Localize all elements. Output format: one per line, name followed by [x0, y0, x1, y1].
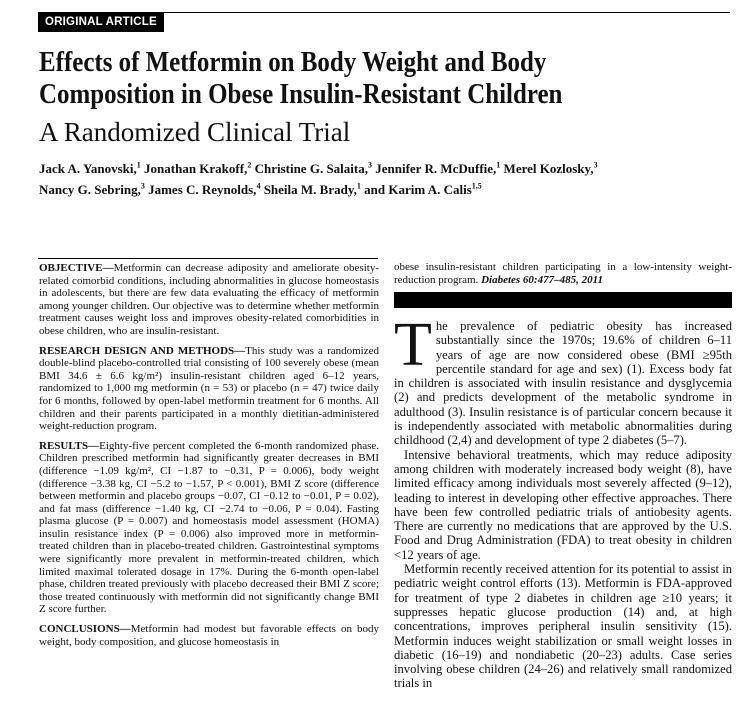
abstract-rule: [38, 258, 378, 259]
author-9: [364, 182, 482, 197]
abstract-objective: [39, 262, 379, 338]
citation-text: obese insulin-resistant children participating in a low-intensity weight-reduction program.: [394, 261, 732, 286]
author-name: Sheila M. Brady,: [263, 181, 357, 197]
article-subtitle: A Randomized Clinical Trial: [39, 117, 351, 147]
abstract-results: [39, 440, 379, 616]
body-paragraph-3: Metformin recently received attention for its potential to assist in pediatric weight control efforts (13). Metformin is FDA-approved for treatment of type 2 diabetes in children age ≥10 years; it suppresses hepatic glucose production (14) and, at high concentrations, improves peripheral insulin sensitivity (15). Metformin induces weight stabilization or small weight losses in diabetic (16–19) and nondiabetic (20–23) adults. Case series involving obese children (24–26) and relatively small randomized trials in: [394, 562, 732, 691]
author-8: [264, 182, 361, 197]
author-3: [255, 161, 372, 176]
author-6: [39, 182, 145, 197]
body-paragraph-1: [394, 311, 732, 448]
author-2: [144, 161, 251, 176]
methods-label: RESEARCH DESIGN AND METHODS—: [39, 344, 246, 357]
body-paragraph-2: Intensive behavioral treatments, which may reduce adiposity among children with moderately increased body weight (8), have limited efficacy among individuals most severely affected (9–12), leading to interest in developing other effective approaches. There have been few controlled pediatric trials of antiobesity agents. There are currently no medications that are approved by the U.S. Food and Drug Administration (FDA) to treat obesity in children <12 years of age.: [394, 447, 732, 562]
results-text: Eighty-five percent completed the 6-month randomized phase. Children prescribed metformin had significantly greater decreases in BMI (difference −1.09 kg/m², CI −1.87 to −0.31, P = 0.006), body weight (difference −3.38 kg, CI −5.2 to −1.57, P < 0.001), BMI Z score (difference between metformin and placebo groups −0.07, CI −0.12 to −0.01, P = 0.02), and fat mass (difference −1.40 kg, CI −2.74 to −0.06, P = 0.04). Fasting plasma glucose (P = 0.007) and homeostasis model assessment (HOMA) insulin resistance index (P = 0.006) also improved more in metformin-treated children than in placebo-treated children. Gastrointestinal symptoms were significantly more prevalent in metformin-treated children, which limited maximal tolerated dosage in 17%. During the 6-month open-label phase, children treated previously with placebo decreased their BMI Z score; those treated continuously with metformin did not significantly change BMI Z score further.: [39, 439, 379, 616]
methods-text: This study was a randomized double-blind placebo-controlled trial consisting of 100 severely obese (mean BMI 34.6 ± 6.6 kg/m²) insulin-resistant children aged 6–12 years, randomized to 1,000 mg metformin (n = 53) or placebo (n = 47) twice daily for 6 months, followed by open-label metformin treatment for 6 months. All children and their parents participated in a monthly dietitian-administered weight-reduction program.: [39, 344, 379, 433]
conclusions-label: CONCLUSIONS—: [39, 623, 131, 636]
author-name: Jack A. Yanovski,: [39, 161, 137, 177]
author-4: [375, 161, 500, 176]
section-bar: [394, 292, 732, 308]
author-name: Merel Kozlosky,: [503, 161, 594, 177]
author-list: [39, 157, 739, 198]
author-5: [504, 161, 598, 176]
author-name: and Karim A. Calis: [364, 181, 472, 197]
journal-reference: Diabetes 60:477–485, 2011: [481, 273, 603, 286]
author-7: [148, 182, 260, 197]
author-affiliation: 3: [593, 161, 598, 170]
author-affiliation: 1,5: [471, 181, 482, 191]
results-label: RESULTS—: [39, 439, 100, 452]
conclusions-text: Metformin had modest but favorable effects on body weight, body composition, and glucose homeostasis in: [39, 623, 379, 648]
author-affiliation: 4: [256, 181, 261, 191]
author-1: [39, 161, 141, 176]
citation: [394, 261, 732, 286]
author-affiliation: 1: [356, 181, 361, 191]
author-name: Nancy G. Sebring,: [39, 181, 141, 197]
author-affiliation: 3: [140, 181, 145, 191]
author-name: Christine G. Salaita,: [254, 161, 368, 177]
objective-text: Metformin can decrease adiposity and ameliorate obesity-related comorbid conditions, including abnormalities in glucose homeostasis in adolescents, but there are few data evaluating the efficacy of metformin among younger children. Our objective was to determine whether metformin treatment causes weight loss and improves obesity-related comorbidities in obese children, who are insulin-resistant.: [39, 262, 379, 337]
author-name: Jennifer R. McDuffie,: [375, 161, 497, 177]
drop-cap: T: [394, 311, 432, 379]
objective-label: OBJECTIVE—: [39, 262, 114, 274]
article-type-badge: ORIGINAL ARTICLE: [38, 13, 164, 32]
article-title: [39, 46, 632, 110]
author-affiliation: 3: [367, 161, 372, 170]
abstract-conclusions: [39, 623, 379, 648]
author-affiliation: 2: [247, 161, 252, 170]
abstract-methods: [39, 345, 379, 433]
paragraph-1-text: he prevalence of pediatric obesity has increased substantially since the 1970s; 19.6% of children 6–11 years of age are now considered obese (BMI ≥95th percentile standard for age and sex) (1). Excess body fat in children is associated with insulin resistance and dysglycemia (2) and predicts development of the metabolic syndrome in adulthood (3). Insulin resistance is of particular concern because it is independently associated with metabolic abnormalities during childhood (2,4) and development of type 2 diabetes (5–7).: [394, 319, 732, 448]
title-line-1: Effects of Metformin on Body Weight and Body: [39, 46, 547, 78]
title-line-2: Composition in Obese Insulin-Resistant Children: [39, 78, 563, 110]
abstract: [39, 262, 379, 655]
body-text: [394, 311, 732, 691]
author-affiliation: 1: [496, 161, 501, 170]
author-name: James C. Reynolds,: [148, 181, 257, 197]
author-name: Jonathan Krakoff,: [144, 161, 248, 177]
author-affiliation: 1: [136, 161, 141, 170]
